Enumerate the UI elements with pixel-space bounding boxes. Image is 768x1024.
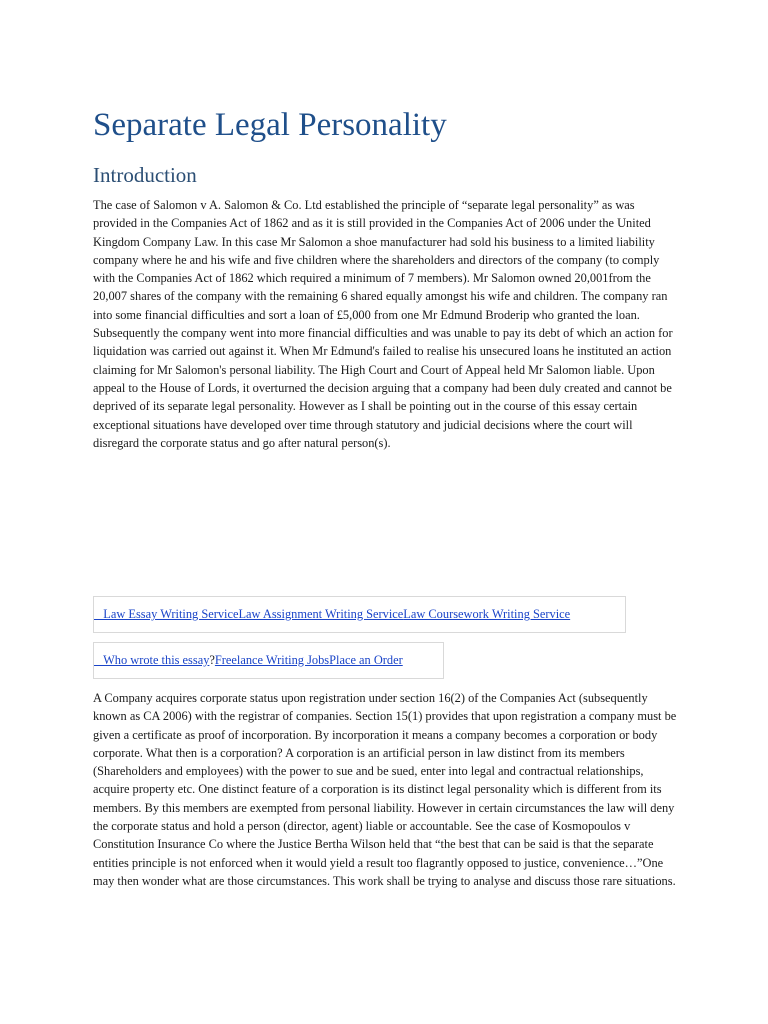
service-links-box xyxy=(93,596,626,633)
info-links-box xyxy=(93,642,444,679)
who-wrote-this-essay-link[interactable]: Who wrote this essay xyxy=(94,653,210,667)
body-paragraph-corporate-status: A Company acquires corporate status upon registration under section 16(2) of the Companies Act (subsequently known as CA 2006) with the registrar of companies. Section 15(1) provides that upon registration a company must be given a certificate as proof of incorporation. By incorporation it means a company becomes a corporation or body corporate. What then is a corporation? A corporation is an artificial person in law distinct from its members (Shareholders and employees) with the power to sue and be sued, enter into legal and contractual relationships, acquire property etc. One distinct feature of a corporation is its distinct legal personality which is different from its members. By this members are exempted from personal liability. However in certain circumstances the law will deny the corporate status and hold a person (director, agent) liable or accountable. See the case of Kosmopoulos v Constitution Insurance Co where the Justice Bertha Wilson held that “the best that can be said is that the separate entities principle is not enforced when it would yield a result too flagrantly opposed to justice, convenience…”One may then wonder what are those circumstances. This work shall be trying to analyse and discuss those rare situations. xyxy=(93,691,677,888)
document-title: Separate Legal Personality xyxy=(93,107,447,143)
law-coursework-writing-service-link[interactable]: Law Coursework Writing Service xyxy=(403,607,571,621)
law-assignment-writing-service-link[interactable]: Law Assignment Writing Service xyxy=(238,607,404,621)
body-paragraph-introduction: The case of Salomon v A. Salomon & Co. Ltd established the principle of “separate legal personality” as was provided in the Companies Act of 1862 and as it is still provided in the Companies Act of 2006 under the United Kingdom Company Law. In this case Mr Salomon a shoe manufacturer had sold his business to a limited liability company where he and his wife and five children where the shareholders and directors of the company (to comply with the Companies Act of 1862 which required a minimum of 7 members). Mr Salomon owned 20,001from the 20,007 shares of the company with the remaining 6 shared equally amongst his wife and children. The company ran into some financial difficulties and sort a loan of £5,000 from one Mr Edmund Broderip who granted the loan. Subsequently the company went into more financial difficulties and was unable to pay its debt of which an action for liquidation was carried out against it. When Mr Edmund's failed to realise his unsecured loans he instituted an action claiming for Mr Salomon's personal liability. The High Court and Court of Appeal held Mr Salomon liable. Upon appeal to the House of Lords, it overturned the decision arguing that a company had been duly created and cannot be deprived of its separate legal personality. However as I shall be pointing out in the course of this essay certain exceptional situations have developed over time through statutory and judicial decisions where the court will disregard the corporate status and go after natural person(s). xyxy=(93,198,673,450)
question-mark-separator: ? xyxy=(209,653,215,667)
place-an-order-link[interactable]: Place an Order xyxy=(329,653,403,667)
section-heading-introduction: Introduction xyxy=(93,163,197,187)
freelance-writing-jobs-link[interactable]: Freelance Writing Jobs xyxy=(214,653,330,667)
law-essay-writing-service-link[interactable]: Law Essay Writing Service xyxy=(94,607,239,621)
